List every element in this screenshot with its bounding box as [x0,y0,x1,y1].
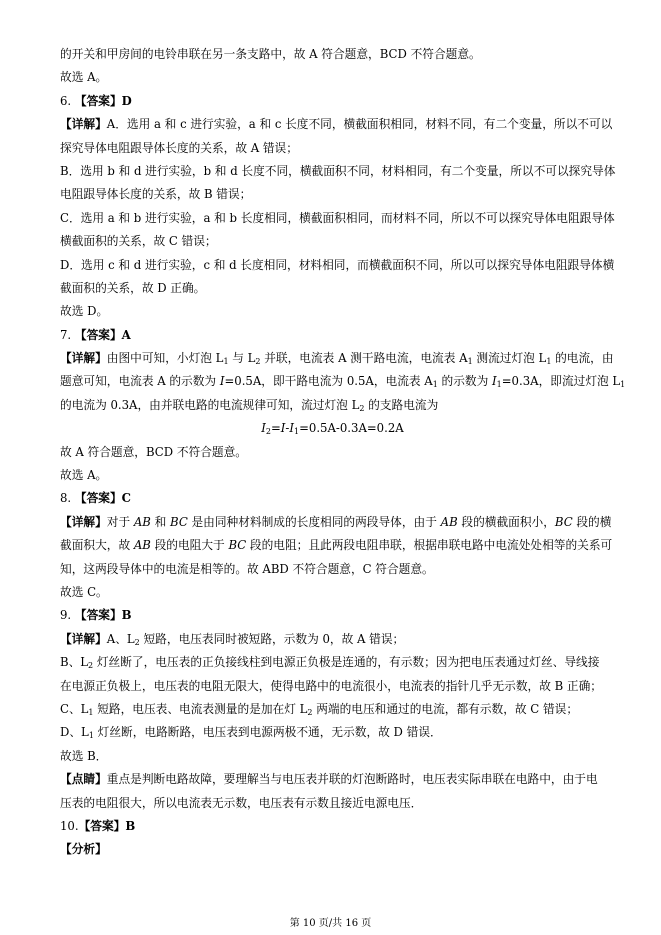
q10-number: 10. [60,818,79,833]
q8-bc: BC [170,514,188,529]
q6-detail-label: 【详解】 [60,117,107,132]
q7-l2a: 题意可知，电流表 A 的示数为 [60,374,220,389]
q7-equation [60,420,605,436]
page-content [60,46,626,865]
q8-ab: AB [440,514,458,529]
q7-number: 7. [60,327,72,342]
q9-detail-line-2 [60,654,605,670]
q9-detail-line-4 [60,701,605,717]
q9-l2b: 灯丝断了，电压表的正负接线柱到电源正负极是连通的，有示数；因为把电压表通过灯丝、导线接 [93,655,600,670]
q8-detail-label: 【详解】 [60,514,107,529]
q7-l2b: =0.5A，即干路电流为 0.5A，电流表 A [224,374,433,389]
q9-select: 故选 B． [60,748,108,763]
q7-eq-equals: = [271,421,281,436]
q9-sub: 2 [307,707,313,717]
q9-sub: 2 [88,661,94,671]
q9-detail-line-1 [60,631,605,647]
q7-select: 故选 A。 [60,468,108,483]
q7-l1c: 并联，电流表 A 测干路电流，电流表 A [260,351,468,366]
q7-sub: 1 [496,380,502,390]
q8-l1a: 对于 [106,514,134,529]
q8-bc: BC [554,514,573,529]
q7-l1e: 的电流，由 [551,351,614,366]
q7-sub: 1 [223,357,229,367]
q9-sub: 1 [88,731,94,741]
q9-number: 9. [60,608,72,623]
q6-detail-line-1 [60,116,613,132]
q9-detail-line-3: 在电源正负极上，电压表的电阻无限大，使得电路中的电流很小，电流表的指针几乎无示数，故 B 正确； [60,678,602,693]
q7-l1d: 测流过灯泡 L [472,351,547,366]
q6-number: 6. [60,93,72,108]
q10-analysis-label: 【分析】 [60,842,107,857]
q7-eq-result: =0.5A-0.3A=0.2A [299,421,404,436]
q7-symbol-i: I [219,374,225,389]
q9-comment-label: 【点睛】 [60,772,107,787]
q8-l2a: 截面积大，故 [60,538,134,553]
q5-tail-select: 故选 A。 [60,70,108,85]
q9-sub: 1 [88,707,94,717]
q7-detail-line-2 [60,373,626,390]
q8-l2c: 段的电阻；且此两段电阻串联，根据串联电路中电流处处相等的关系可 [246,538,613,553]
q9-c1: 重点是判断电路故障，要理解当与电压表并联的灯泡断路时，电压表实际串联在电路中，由于电 [106,772,598,787]
q7-eq-i: I [280,421,286,436]
q9-l4a: C、L [60,701,89,716]
q7-symbol-i: I [492,374,497,389]
q7-sub: 1 [620,380,626,390]
q5-tail-line-1: 的开关和甲房间的电铃串联在另一条支路中，故 A 符合题意，BCD 不符合题意。 [60,47,481,61]
q9-answer [60,607,605,623]
q7-sub: 2 [265,427,271,437]
q7-sub: 1 [294,427,300,437]
q8-ab: AB [133,538,151,553]
q9-detail-label: 【详解】 [60,631,107,646]
q8-detail-line-2 [60,537,613,553]
q8-bc: BC [228,538,247,553]
q7-l3b: 的支路电流为 [364,397,439,412]
q7-detail-line-3 [60,397,605,413]
q6-detail-line-8: 截面积的关系，故 D 正确。 [60,280,206,295]
q6-d1: A．选用 a 和 c 进行实验，a 和 c 长度不同，横截面积相同，材料不同，有二个变量，所以不可以 [106,117,613,132]
q7-eq-i2: I [261,421,266,436]
q6-answer-label: 【答案】D [74,93,132,108]
q9-l5b: 灯丝断，电路断路，电压表到电源两极不通，无示数，故 D 错误． [93,725,442,740]
q9-sub: 2 [134,637,140,647]
q9-l5a: D、L [60,725,89,740]
q7-sub: 1 [546,357,552,367]
q7-eq-minus: - [285,421,290,436]
q8-number: 8. [60,491,72,506]
q8-l2b: 段的电阻大于 [150,538,229,553]
q6-detail-line-7: D．选用 c 和 d 进行实验，c 和 d 长度相同，材料相同，而横截面积不同，所以可以探究导体电阻跟导体横 [60,257,615,272]
q6-detail-line-5: C．选用 a 和 b 进行实验，a 和 b 长度相同，横截面积相同，而材料不同，所以不可以探究导体电阻跟导体 [60,210,615,225]
q10-answer-label: 【答案】B [78,818,136,833]
q8-l1b: 和 [150,514,171,529]
q7-sub: 2 [255,357,261,367]
q7-l2d: =0.3A，即流过灯泡 L [501,374,621,389]
q7-detail-label: 【详解】 [60,351,107,366]
q8-l1e: 段的横 [572,514,612,529]
q7-sub: 2 [359,403,365,413]
q8-answer [60,490,605,506]
q9-l1b: 短路，电压表同时被短路，示数为 0，故 A 错误； [139,631,405,646]
q8-detail-line-1 [60,514,612,530]
q8-ab: AB [133,514,151,529]
q10-answer [60,818,605,834]
q6-detail-line-6: 横截面积的关系，故 C 错误； [60,234,217,249]
q6-answer [60,93,605,109]
q7-l3a: 的电流为 0.3A，由并联电路的电流规律可知，流过灯泡 L [60,397,360,412]
page-footer: 第 10 页/共 16 页 [289,918,372,929]
q9-comment-line-2: 压表的电阻很大，所以电流表无示数，电压表有示数且接近电源电压． [60,795,423,810]
q6-detail-line-2: 探究导体电阻跟导体长度的关系，故 A 错误； [60,140,298,155]
q7-answer [60,327,605,343]
q8-l1c: 是由同种材料制成的长度相同的两段导体，由于 [187,514,441,529]
q7-detail-line-1 [60,350,614,367]
q7-l2c: 的示数为 [437,374,493,389]
q9-answer-label: 【答案】B [74,608,132,623]
q7-detail-line-4: 故 A 符合题意，BCD 不符合题意。 [60,444,247,459]
q9-l1a: A、L [106,631,135,646]
q6-detail-line-3: B．选用 b 和 d 进行实验，b 和 d 长度不同，横截面积不同，材料相同，有二个变量，所以不可以探究导体 [60,163,616,178]
q7-answer-label: 【答案】A [74,327,131,342]
q6-select: 故选 D。 [60,304,109,319]
q8-l1d: 段的横截面积小， [457,514,555,529]
q9-l4b: 短路，电压表、电流表测量的是加在灯 L [93,701,308,716]
q7-sub: 1 [467,357,473,367]
q10-analysis-label-line [60,841,605,857]
q8-detail-line-3: 知，这两段导体中的电流是相等的。故 ABD 不符合题意，C 符合题意。 [60,561,434,576]
q6-detail-line-4: 电阻跟导体长度的关系，故 B 错误； [60,187,252,202]
q8-select: 故选 C。 [60,584,108,599]
q9-l4c: 两端的电压和通过的电流，都有示数，故 C 错误； [312,701,579,716]
q9-detail-line-5 [60,724,605,740]
q7-eq-i1: I [289,421,294,436]
q7-l1a: 由图中可知，小灯泡 L [106,351,224,366]
q9-comment-line-1 [60,771,605,787]
q7-sub: 1 [432,380,438,390]
q8-answer-label: 【答案】C [74,491,131,506]
q7-l1b: 与 L [228,351,256,366]
q9-l2a: B、L [60,655,89,670]
